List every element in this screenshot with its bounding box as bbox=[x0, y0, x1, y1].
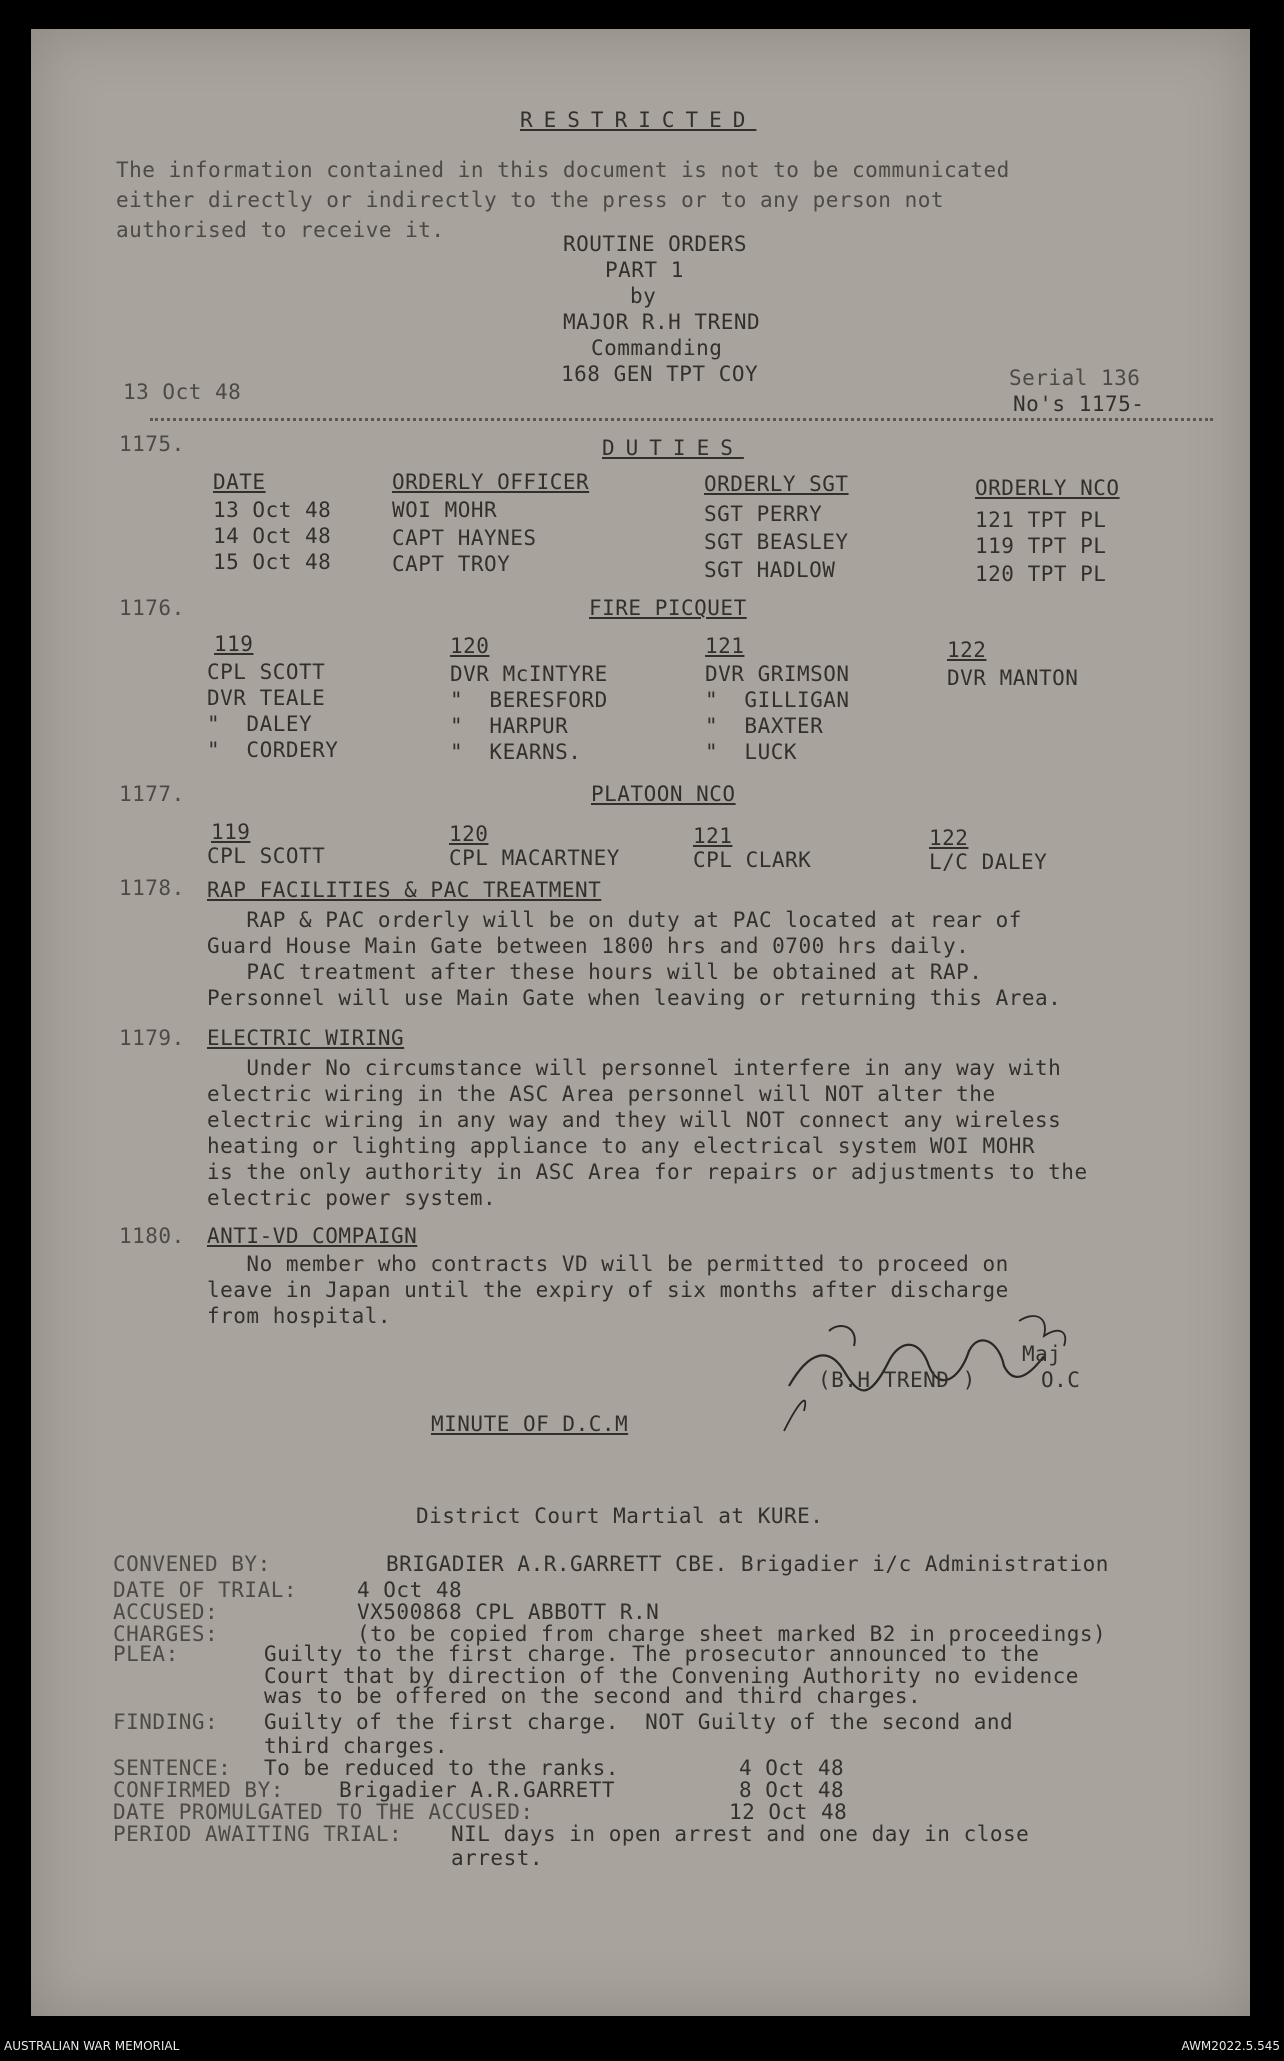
wiring-line-2: electric wiring in the ASC Area personnel will NOT alter the bbox=[207, 1082, 996, 1106]
footer-accession-number: AWM2022.5.545 bbox=[1181, 2039, 1280, 2053]
fire-picquet-platoon-120: 120 bbox=[450, 634, 490, 658]
footer-institution: AUSTRALIAN WAR MEMORIAL bbox=[4, 2039, 180, 2053]
dcm-sentence-value: To be reduced to the ranks. bbox=[264, 1756, 619, 1780]
fire-picquet-122-line-1: DVR MANTON bbox=[947, 666, 1079, 690]
dcm-awaiting-line-2: arrest. bbox=[451, 1846, 544, 1870]
dcm-plea-line-2: Court that by direction of the Convening Authority no evidence bbox=[264, 1664, 1079, 1688]
duties-row-1-officer: WOI MOHR bbox=[392, 498, 498, 522]
rap-line-3: PAC treatment after these hours will be obtained at RAP. bbox=[207, 960, 983, 984]
duties-row-2-nco: 119 TPT PL bbox=[975, 534, 1107, 558]
wiring-line-3: electric wiring in any way and they will NOT connect any wireless bbox=[207, 1108, 1062, 1132]
platoon-nco-number: 1177. bbox=[119, 782, 185, 806]
duties-col-sgt: ORDERLY SGT bbox=[704, 472, 849, 496]
fire-picquet-121-line-2: " GILLIGAN bbox=[705, 688, 850, 712]
duties-heading: DUTIES bbox=[602, 436, 744, 460]
fire-picquet-120-line-4: " KEARNS. bbox=[450, 740, 582, 764]
dcm-finding-line-1: Guilty of the first charge. NOT Guilty of the second and bbox=[264, 1710, 1014, 1734]
signature-rank: Maj bbox=[1022, 1342, 1062, 1366]
platoon-nco-122-name: L/C DALEY bbox=[929, 850, 1048, 874]
wiring-line-1: Under No circumstance will personnel interfere in any way with bbox=[207, 1056, 1062, 1080]
title-commanding: Commanding bbox=[591, 336, 723, 360]
dcm-finding-label: FINDING: bbox=[113, 1710, 219, 1734]
title-by: by bbox=[630, 284, 657, 308]
wiring-line-4: heating or lighting appliance to any electrical system WOI MOHR bbox=[207, 1134, 1036, 1158]
vd-line-2: leave in Japan until the expiry of six months after discharge bbox=[207, 1278, 1009, 1302]
duties-number: 1175. bbox=[119, 432, 185, 456]
dcm-promulgated-label: DATE PROMULGATED TO THE ACCUSED: bbox=[113, 1800, 534, 1824]
platoon-nco-121-number: 121 bbox=[693, 824, 733, 848]
order-date: 13 Oct 48 bbox=[123, 380, 242, 404]
signature-name: (B.H TREND ) bbox=[818, 1368, 976, 1392]
vd-line-3: from hospital. bbox=[207, 1304, 392, 1328]
signature-role: O.C bbox=[1041, 1368, 1081, 1392]
dcm-awaiting-line-1: NIL days in open arrest and one day in close bbox=[451, 1822, 1030, 1846]
dcm-plea-line-1: Guilty to the first charge. The prosecutor announced to the bbox=[264, 1642, 1040, 1666]
caveat-line-2: either directly or indirectly to the press or to any person not bbox=[116, 188, 945, 212]
wiring-line-5: is the only authority in ASC Area for repairs or adjustments to the bbox=[207, 1160, 1088, 1184]
vd-line-1: No member who contracts VD will be permitted to proceed on bbox=[207, 1252, 1009, 1276]
title-commander: MAJOR R.H TREND bbox=[563, 310, 761, 334]
duties-row-2-date: 14 Oct 48 bbox=[213, 524, 332, 548]
platoon-nco-121-name: CPL CLARK bbox=[693, 848, 812, 872]
fire-picquet-heading: FIRE PICQUET bbox=[589, 596, 747, 620]
dcm-charges-value: (to be copied from charge sheet marked B2 in proceedings) bbox=[357, 1622, 1107, 1646]
caveat-line-1: The information contained in this document is not to be communicated bbox=[116, 158, 1010, 182]
fire-picquet-121-line-3: " BAXTER bbox=[705, 714, 824, 738]
platoon-nco-122-number: 122 bbox=[929, 826, 969, 850]
dcm-heading: MINUTE OF D.C.M bbox=[431, 1412, 629, 1436]
document-page bbox=[31, 29, 1250, 2016]
rap-line-4: Personnel will use Main Gate when leaving or returning this Area. bbox=[207, 986, 1062, 1010]
fire-picquet-120-line-1: DVR McINTYRE bbox=[450, 662, 608, 686]
duties-row-3-nco: 120 TPT PL bbox=[975, 562, 1107, 586]
title-part: PART 1 bbox=[605, 258, 684, 282]
duties-row-2-sgt: SGT BEASLEY bbox=[704, 530, 849, 554]
wiring-number: 1179. bbox=[119, 1026, 185, 1050]
duties-col-officer: ORDERLY OFFICER bbox=[392, 470, 590, 494]
fire-picquet-platoon-122: 122 bbox=[947, 638, 987, 662]
wiring-heading: ELECTRIC WIRING bbox=[207, 1026, 405, 1050]
duties-row-3-officer: CAPT TROY bbox=[392, 552, 511, 576]
fire-picquet-119-line-2: DVR TEALE bbox=[207, 686, 326, 710]
fire-picquet-120-line-3: " HARPUR bbox=[450, 714, 569, 738]
fire-picquet-121-line-1: DVR GRIMSON bbox=[705, 662, 850, 686]
duties-row-3-date: 15 Oct 48 bbox=[213, 550, 332, 574]
rap-line-1: RAP & PAC orderly will be on duty at PAC located at rear of bbox=[207, 908, 1022, 932]
fire-picquet-number: 1176. bbox=[119, 596, 185, 620]
fire-picquet-platoon-119: 119 bbox=[214, 632, 254, 656]
header-divider bbox=[150, 418, 1213, 421]
title-routine-orders: ROUTINE ORDERS bbox=[563, 232, 748, 256]
duties-col-nco: ORDERLY NCO bbox=[975, 476, 1120, 500]
vd-number: 1180. bbox=[119, 1224, 185, 1248]
dcm-convened-value: BRIGADIER A.R.GARRETT CBE. Brigadier i/c Administration bbox=[386, 1552, 1109, 1576]
platoon-nco-119-number: 119 bbox=[211, 820, 251, 844]
fire-picquet-119-line-4: " CORDERY bbox=[207, 738, 339, 762]
dcm-awaiting-label: PERIOD AWAITING TRIAL: bbox=[113, 1822, 403, 1846]
platoon-nco-heading: PLATOON NCO bbox=[591, 782, 736, 806]
fire-picquet-121-line-4: " LUCK bbox=[705, 740, 798, 764]
platoon-nco-120-name: CPL MACARTNEY bbox=[449, 846, 620, 870]
dcm-finding-line-2: third charges. bbox=[264, 1734, 449, 1758]
dcm-sentence-date: 4 Oct 48 bbox=[739, 1756, 845, 1780]
duties-col-date: DATE bbox=[213, 470, 266, 494]
fire-picquet-120-line-2: " BERESFORD bbox=[450, 688, 608, 712]
title-unit: 168 GEN TPT COY bbox=[561, 362, 759, 386]
classification-heading: RESTRICTED bbox=[520, 108, 757, 132]
serial-number: Serial 136 bbox=[1009, 366, 1141, 390]
dcm-title: District Court Martial at KURE. bbox=[416, 1504, 824, 1528]
duties-row-1-nco: 121 TPT PL bbox=[975, 508, 1107, 532]
order-numbers: No's 1175- bbox=[1013, 392, 1145, 416]
dcm-date-value: 4 Oct 48 bbox=[357, 1578, 463, 1602]
wiring-line-6: electric power system. bbox=[207, 1186, 497, 1210]
rap-heading: RAP FACILITIES & PAC TREATMENT bbox=[207, 878, 602, 902]
fire-picquet-119-line-1: CPL SCOTT bbox=[207, 660, 326, 684]
duties-row-3-sgt: SGT HADLOW bbox=[704, 558, 836, 582]
platoon-nco-119-name: CPL SCOTT bbox=[207, 844, 326, 868]
rap-number: 1178. bbox=[119, 876, 185, 900]
dcm-charges-label: CHARGES: bbox=[113, 1622, 219, 1646]
dcm-accused-value: VX500868 CPL ABBOTT R.N bbox=[357, 1600, 660, 1624]
dcm-sentence-label: SENTENCE: bbox=[113, 1756, 232, 1780]
dcm-date-label: DATE OF TRIAL: bbox=[113, 1578, 298, 1602]
dcm-confirmed-value: Brigadier A.R.GARRETT bbox=[339, 1778, 616, 1802]
platoon-nco-120-number: 120 bbox=[449, 822, 489, 846]
fire-picquet-platoon-121: 121 bbox=[705, 634, 745, 658]
vd-heading: ANTI-VD COMPAIGN bbox=[207, 1224, 418, 1248]
rap-line-2: Guard House Main Gate between 1800 hrs and 0700 hrs daily. bbox=[207, 934, 970, 958]
dcm-convened-label: CONVENED BY: bbox=[113, 1552, 271, 1576]
caveat-line-3: authorised to receive it. bbox=[116, 218, 445, 242]
duties-row-2-officer: CAPT HAYNES bbox=[392, 526, 537, 550]
dcm-confirmed-date: 8 Oct 48 bbox=[739, 1778, 845, 1802]
duties-row-1-date: 13 Oct 48 bbox=[213, 498, 332, 522]
dcm-plea-label: PLEA: bbox=[113, 1642, 179, 1666]
duties-row-1-sgt: SGT PERRY bbox=[704, 502, 823, 526]
dcm-plea-line-3: was to be offered on the second and third charges. bbox=[264, 1684, 922, 1708]
dcm-accused-label: ACCUSED: bbox=[113, 1600, 219, 1624]
dcm-promulgated-date: 12 Oct 48 bbox=[729, 1800, 848, 1824]
dcm-confirmed-label: CONFIRMED BY: bbox=[113, 1778, 284, 1802]
fire-picquet-119-line-3: " DALEY bbox=[207, 712, 313, 736]
